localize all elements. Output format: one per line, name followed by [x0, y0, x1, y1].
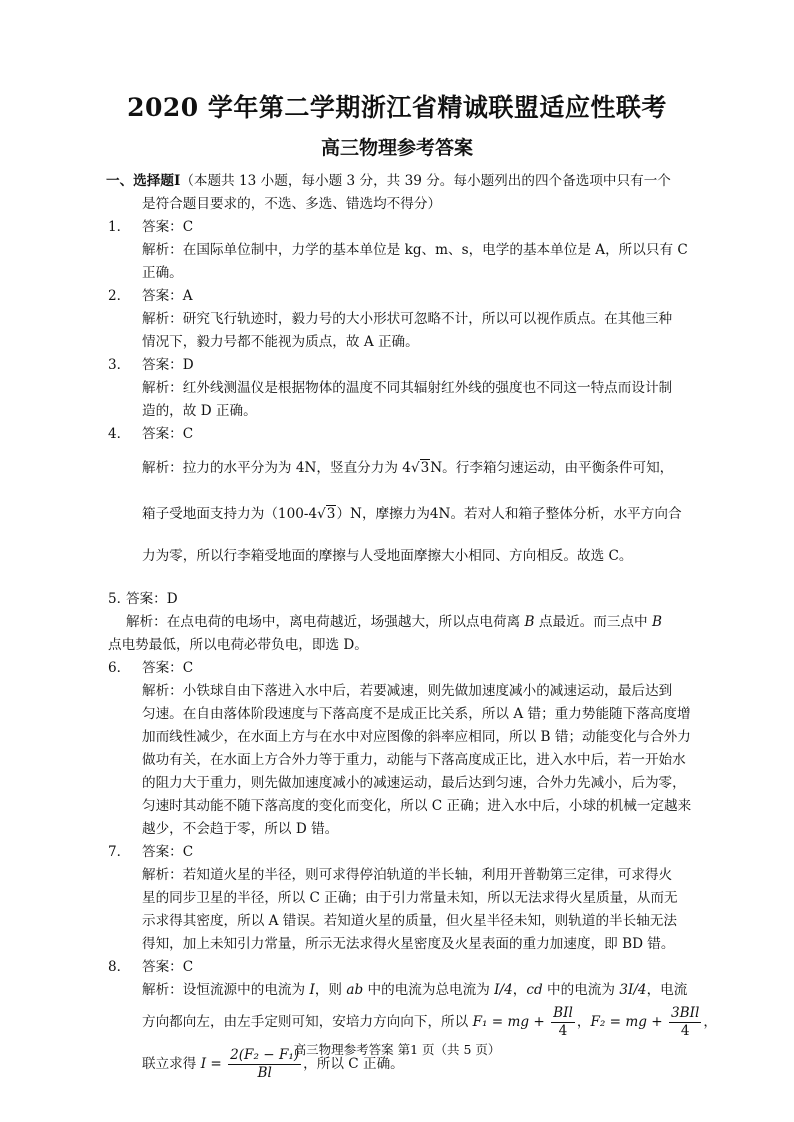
question-3-analysis-line: 解析：红外线测温仪是根据物体的温度不同其辐射红外线的强度也不同这一特点而设计制 — [142, 380, 673, 396]
question-7-analysis-line: 得知，加上未知引力常量，所示无法求得火星密度及火星表面的重力加速度，即 BD 错。 — [142, 936, 675, 952]
analysis-text: ， — [512, 982, 527, 998]
question-3-analysis-line: 造的，故 D 正确。 — [142, 403, 257, 419]
answer-text: 答案：C — [142, 959, 194, 975]
question-7-analysis-line: 解析：若知道火星的半径，则可求得停泊轨道的半长轴，利用开普勒第三定律，可求得火 — [142, 867, 673, 883]
current-three-quarters: 3I/4 — [619, 982, 647, 998]
analysis-text: 解析：在点电荷的电场中，离电荷越近，场强越大，所以点电荷离 — [126, 614, 525, 630]
question-4-answer — [108, 423, 692, 446]
question-8-formula-line — [108, 1002, 717, 1042]
question-6-analysis-line: 的阻力大于重力，则先做加速度减小的减速运动，最后达到匀速，合外力先减小，后为零， — [142, 775, 686, 791]
question-2-analysis-line: 解析：研究飞行轨迹时，毅力号的大小形状可忽略不计，所以可以视作质点。在其他三种 — [142, 311, 673, 327]
current-symbol: I — [309, 982, 315, 998]
analysis-text: 联立求得 — [142, 1056, 201, 1072]
question-number: 5． — [108, 591, 131, 607]
question-7-analysis-line: 星的同步卫星的半径，所以 C 正确；由于引力常量未知，所以无法求得火星质量，从而无 — [142, 890, 678, 906]
analysis-text: ， — [576, 1014, 591, 1030]
formula-f1-lhs: F₁ = mg + — [472, 1014, 550, 1030]
formula-f1-fraction — [551, 1005, 575, 1040]
point-b-label: B — [651, 614, 662, 630]
question-6-analysis-line: 匀速。在自由落体阶段速度与下落高度不是成正比关系，所以 A 错；重力势能随下落高度增 — [142, 706, 691, 722]
formula-f2-lhs: F₂ = mg + — [590, 1014, 667, 1030]
fraction-denominator: 4 — [558, 1023, 568, 1039]
page-title: 2020 学年第二学期浙江省精诚联盟适应性联考 — [127, 93, 667, 122]
question-7-answer — [108, 841, 692, 864]
question-number: 3． — [108, 357, 131, 373]
question-5-analysis-line — [108, 611, 692, 634]
page-footer: 高三物理参考答案 第1 页（共 5 页） — [293, 1042, 501, 1057]
answer-text: 答案：D — [126, 591, 178, 607]
section-desc-2: 是符合题目要求的，不选、多选、错选均不得分） — [142, 196, 442, 212]
question-3-answer — [108, 354, 692, 377]
answer-text: 答案：D — [142, 357, 194, 373]
answer-text: 答案：A — [142, 288, 193, 304]
sqrt-radicand: 3 — [326, 506, 336, 522]
segment-cd-label: cd — [526, 982, 543, 998]
fraction-numerator: 2(F₂ − F₁) — [230, 1047, 300, 1063]
analysis-text: 解析：设恒流源中的电流为 — [142, 982, 310, 998]
section-header — [106, 170, 690, 193]
question-6-analysis-line: 匀速时其动能不随下落高度的变化而变化，所以 C 正确；进入水中后，小球的机械一定越来 — [142, 798, 692, 814]
section-desc-1: （本题共 13 小题，每小题 3 分，共 39 分。每小题列出的四个备选项中只有一个 — [180, 173, 671, 189]
question-4-analysis-line: 箱子受地面支持力为（100-4√3）N，摩擦力为4N。若对人和箱子整体分析，水平方向合 — [142, 506, 682, 522]
question-6-analysis-line: 解析：小铁球自由下落进入水中后，若要减速，则先做加速度减小的减速运动，最后达到 — [142, 683, 673, 699]
analysis-text: N。行李箱匀速运动，由平衡条件可知， — [430, 460, 674, 476]
fraction-numerator: BIl — [553, 1005, 573, 1021]
fraction-denominator: 4 — [680, 1023, 690, 1039]
question-4-analysis-line: 力为零，所以行李箱受地面的摩擦与人受地面摩擦大小相同、方向相反。故选 C。 — [142, 548, 633, 564]
question-8-answer — [108, 956, 692, 979]
question-6-answer — [108, 657, 692, 680]
question-8-analysis-line — [108, 979, 692, 1002]
question-2-analysis-line: 情况下，毅力号都不能视为质点，故 A 正确。 — [142, 334, 419, 350]
question-1-analysis-line: 解析：在国际单位制中，力学的基本单位是 kg、m、s，电学的基本单位是 A，所以只有 C — [142, 242, 688, 258]
page-subtitle: 高三物理参考答案 — [320, 137, 473, 159]
question-number: 2． — [108, 288, 131, 304]
question-number: 7． — [108, 844, 131, 860]
fraction-numerator: 3BIl — [670, 1005, 700, 1021]
question-4-analysis-line: 解析：拉力的水平分为为 4N，竖直分力为 4√3N。行李箱匀速运动，由平衡条件可知， — [142, 460, 674, 476]
question-5-answer — [108, 588, 692, 611]
spacer — [108, 574, 692, 588]
segment-ab-label: ab — [346, 982, 364, 998]
answer-text: 答案：C — [142, 844, 194, 860]
question-5-analysis-line: 点电势最低，所以电荷必带负电，即选 D。 — [108, 637, 368, 653]
answer-text: 答案：C — [142, 219, 194, 235]
question-6-analysis-line: 加而线性减少，在水面上方与在水中对应图像的斜率应相同，所以 B 错；动能变化与合外力 — [142, 729, 691, 745]
analysis-text: ，电流 — [646, 982, 688, 998]
current-quarter: I/4 — [494, 982, 513, 998]
question-1-analysis-line: 正确。 — [142, 265, 183, 281]
answer-text: 答案：C — [142, 426, 194, 442]
question-6-analysis-line: 越少，不会趋于零，所以 D 错。 — [142, 821, 339, 837]
analysis-text: ，则 — [314, 982, 347, 998]
question-number: 6． — [108, 660, 131, 676]
analysis-text: ）N，摩擦力为4N。若对人和箱子整体分析，水平方向合 — [336, 506, 682, 522]
question-6-analysis-line: 做功有关，在水面上方合外力等于重力，动能与下落高度成正比，进入水中后，若一开始水 — [142, 752, 686, 768]
answer-content — [106, 170, 717, 1086]
analysis-text: 方向都向左，由左手定则可知，安培力方向向下，所以 — [142, 1014, 473, 1030]
sqrt-radicand: 3 — [420, 460, 430, 476]
analysis-text: 中的电流为 — [542, 982, 620, 998]
question-1-answer — [108, 216, 692, 239]
analysis-text: 箱子受地面支持力为（100-4 — [142, 506, 318, 522]
question-number: 1． — [108, 219, 131, 235]
question-number: 4． — [108, 426, 131, 442]
analysis-text: 点最近。而三点中 — [534, 614, 652, 630]
point-b-label: B — [524, 614, 535, 630]
analysis-text: 解析：拉力的水平分为为 4N，竖直分力为 4 — [142, 460, 411, 476]
fraction-denominator: Bl — [257, 1065, 272, 1081]
question-number: 8． — [108, 959, 131, 975]
section-label: 一、选择题Ⅰ — [106, 173, 181, 189]
analysis-text: ，所以 C 正确。 — [303, 1056, 404, 1072]
answer-text: 答案：C — [142, 660, 194, 676]
formula-f2-fraction — [669, 1005, 701, 1040]
question-2-answer — [108, 285, 692, 308]
analysis-text: ， — [703, 1014, 717, 1030]
question-7-analysis-line: 示求得其密度，所以 A 错误。若知道火星的质量，但火星半径未知，则轨道的半长轴无法 — [142, 913, 678, 929]
analysis-text: 中的电流为总电流为 — [363, 982, 495, 998]
formula-i-lhs: I = — [200, 1056, 227, 1072]
